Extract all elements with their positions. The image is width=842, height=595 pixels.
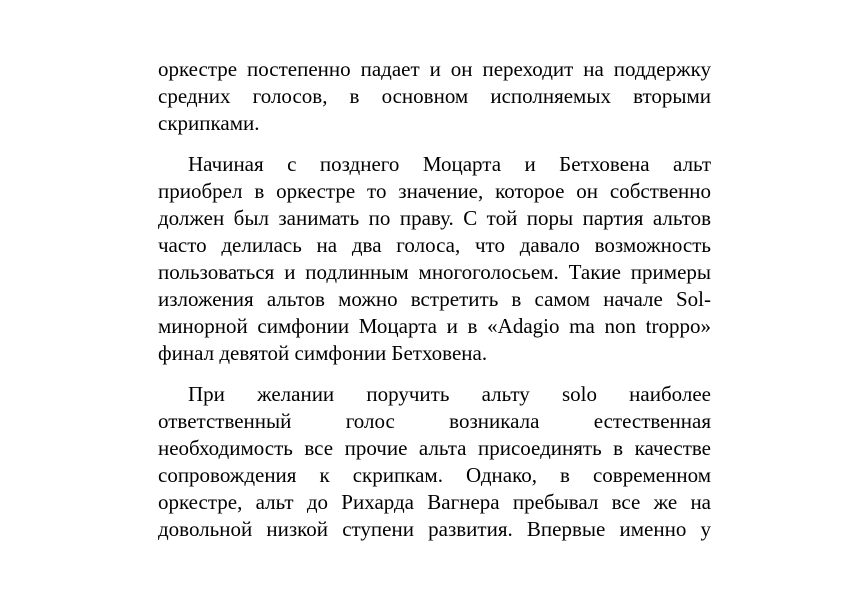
text-line: ответственный голос возникала естественная [158, 409, 711, 433]
text-line: При желании поручить альту solo наиболее [188, 382, 711, 406]
text-line: оркестре постепенно падает и он переходит на поддержку [158, 57, 711, 81]
text-line: приобрел в оркестре то значение, которое он собственно [158, 179, 711, 203]
text-line: финал девятой симфонии Бетховена. [158, 341, 488, 365]
paragraph-1 [158, 56, 711, 137]
text-line: пользоваться и подлинным многоголосьем. Такие примеры [158, 260, 711, 284]
text-line: часто делилась на два голоса, что давало возможность [158, 233, 711, 257]
text-line: минорной симфонии Моцарта и в «Adagio ma non troppo» [158, 314, 711, 338]
text-line: средних голосов, в основном исполняемых вторыми [158, 84, 711, 108]
text-line: скрипками. [158, 111, 260, 135]
document-page [158, 56, 711, 557]
text-line: изложения альтов можно встретить в самом начале Sol- [158, 287, 711, 311]
text-line: оркестре, альт до Рихарда Вагнера пребывал все же на [158, 490, 711, 514]
text-line: сопровождения к скрипкам. Однако, в современном [158, 463, 711, 487]
paragraph-2 [158, 151, 711, 367]
text-line: должен был занимать по праву. С той поры партия альтов [158, 206, 711, 230]
text-line: довольной низкой ступени развития. Впервые именно у [158, 517, 711, 541]
text-line: Начиная с позднего Моцарта и Бетховена альт [188, 152, 711, 176]
text-line: необходимость все прочие альта присоединять в качестве [158, 436, 711, 460]
paragraph-3 [158, 381, 711, 543]
